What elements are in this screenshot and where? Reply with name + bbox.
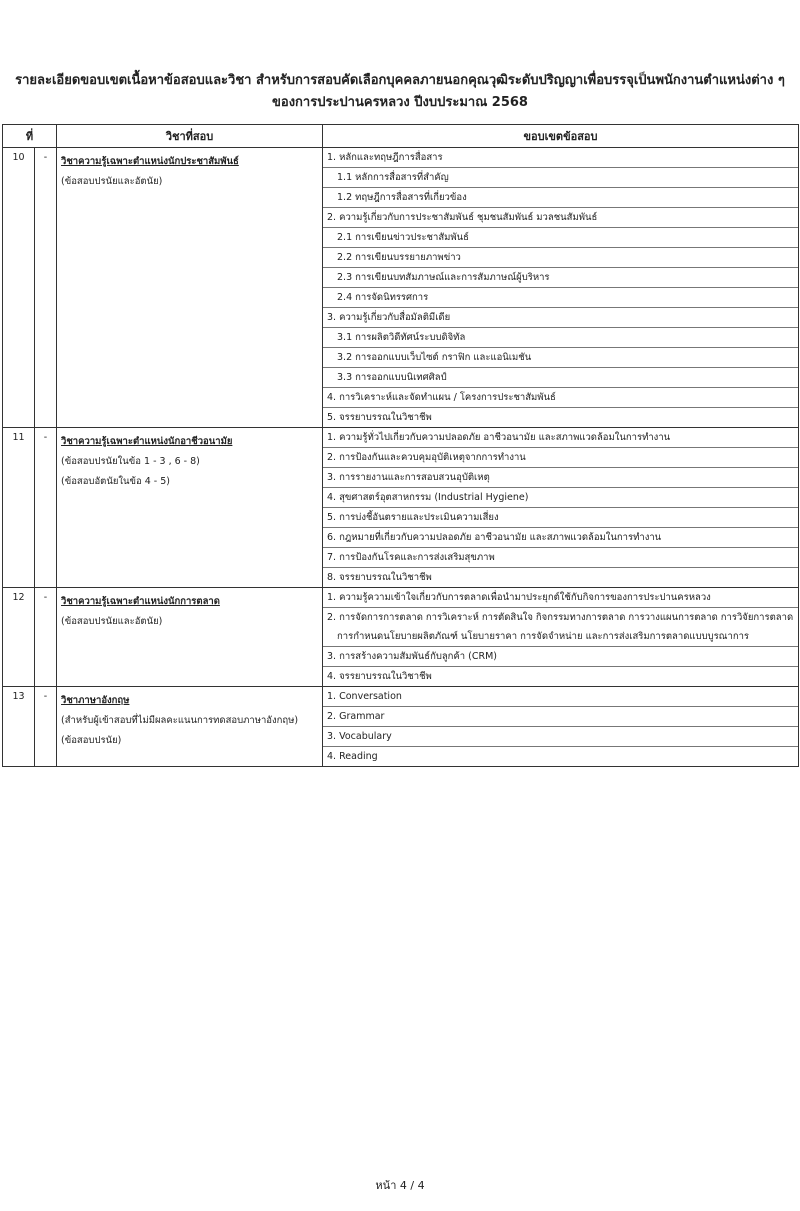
- scope-item: 2.4 การจัดนิทรรศการ: [323, 288, 798, 308]
- scope-item: 2.2 การเขียนบรรยายภาพข่าว: [323, 248, 798, 268]
- subject-name: วิชาความรู้เฉพาะตำแหน่งนักประชาสัมพันธ์: [61, 156, 239, 167]
- scope-cell: [323, 428, 799, 588]
- subject-cell: [57, 148, 323, 428]
- scope-item-continued: การกำหนดนโยบายผลิตภัณฑ์ นโยบายราคา การจัดจำหน่าย และการส่งเสริมการตลาดแบบบูรณาการ: [323, 627, 798, 647]
- table-row: [3, 687, 799, 767]
- row-number: 11: [3, 428, 35, 588]
- row-number: 12: [3, 588, 35, 687]
- subject-name: วิชาภาษาอังกฤษ: [61, 695, 130, 706]
- subject-name: วิชาความรู้เฉพาะตำแหน่งนักอาชีวอนามัย: [61, 436, 233, 447]
- subject-cell: [57, 428, 323, 588]
- scope-item: 2. Grammar: [323, 707, 798, 727]
- row-dash: -: [35, 148, 57, 428]
- row-dash: -: [35, 687, 57, 767]
- scope-cell: [323, 148, 799, 428]
- scope-item: 5. จรรยาบรรณในวิชาชีพ: [327, 412, 432, 423]
- row-number: 10: [3, 148, 35, 428]
- scope-item: 4. จรรยาบรรณในวิชาชีพ: [327, 671, 432, 682]
- scope-item: 4. สุขศาสตร์อุตสาหกรรม (Industrial Hygiene): [323, 488, 798, 508]
- scope-item: 1. ความรู้ความเข้าใจเกี่ยวกับการตลาดเพื่อนำมาประยุกต์ใช้กับกิจการของการประปานครหลวง: [323, 588, 798, 608]
- scope-item: 3. การสร้างความสัมพันธ์กับลูกค้า (CRM): [323, 647, 798, 667]
- row-dash: -: [35, 428, 57, 588]
- subject-name: วิชาความรู้เฉพาะตำแหน่งนักการตลาด: [61, 596, 220, 607]
- page-number: หน้า 4 / 4: [375, 1179, 425, 1192]
- scope-item: 3.1 การผลิตวิดีทัศน์ระบบดิจิทัล: [323, 328, 798, 348]
- scope-item: 4. การวิเคราะห์และจัดทำแผน / โครงการประชาสัมพันธ์: [323, 388, 798, 408]
- subject-note: (ข้อสอบปรนัย): [61, 735, 122, 746]
- title-line-1: รายละเอียดขอบเขตเนื้อหาข้อสอบและวิชา สำหรับการสอบคัดเลือกบุคคลภายนอกคุณวุฒิระดับปริญญาเพื่อบรรจุเป็นพนักงานตำแหน่งต่าง ๆ: [15, 73, 785, 88]
- scope-cell: [323, 588, 799, 687]
- scope-item: 3. Vocabulary: [323, 727, 798, 747]
- scope-item: 3.3 การออกแบบนิเทศศิลป์: [323, 368, 798, 388]
- table-row: [3, 428, 799, 588]
- header-scope: ขอบเขตข้อสอบ: [323, 125, 799, 148]
- scope-item: 2. ความรู้เกี่ยวกับการประชาสัมพันธ์ ชุมชนสัมพันธ์ มวลชนสัมพันธ์: [323, 208, 798, 228]
- scope-item: 1. หลักและทฤษฎีการสื่อสาร: [323, 148, 798, 168]
- scope-item: 3.2 การออกแบบเว็บไซต์ กราฟิก และแอนิเมชัน: [323, 348, 798, 368]
- subject-note: (ข้อสอบปรนัยและอัตนัย): [61, 176, 163, 187]
- scope-item: 2.3 การเขียนบทสัมภาษณ์และการสัมภาษณ์ผู้บริหาร: [323, 268, 798, 288]
- scope-item: 2. การป้องกันและควบคุมอุบัติเหตุจากการทำงาน: [323, 448, 798, 468]
- scope-item: 4. Reading: [327, 751, 378, 762]
- subject-note: (สำหรับผู้เข้าสอบที่ไม่มีผลคะแนนการทดสอบภาษาอังกฤษ): [61, 715, 299, 726]
- title-line-2: ของการประปานครหลวง ปีงบประมาณ 2568: [272, 95, 528, 110]
- scope-cell: [323, 687, 799, 767]
- scope-item: 7. การป้องกันโรคและการส่งเสริมสุขภาพ: [323, 548, 798, 568]
- subject-note: (ข้อสอบอัตนัยในข้อ 4 - 5): [61, 476, 171, 487]
- table-header-row: [3, 125, 799, 148]
- scope-item: 2. การจัดการการตลาด การวิเคราะห์ การตัดสินใจ กิจกรรมทางการตลาด การวางแผนการตลาด การวิจัยการตลาด: [327, 612, 794, 623]
- scope-item: 5. การบ่งชี้อันตรายและประเมินความเสี่ยง: [323, 508, 798, 528]
- scope-item: 6. กฎหมายที่เกี่ยวกับความปลอดภัย อาชีวอนามัย และสภาพแวดล้อมในการทำงาน: [323, 528, 798, 548]
- subject-cell: [57, 588, 323, 687]
- scope-item: 1. Conversation: [323, 687, 798, 707]
- document-title: [0, 70, 800, 114]
- header-subject: วิชาที่สอบ: [57, 125, 323, 148]
- subject-note: (ข้อสอบปรนัยในข้อ 1 - 3 , 6 - 8): [61, 456, 200, 467]
- scope-item: 3. การรายงานและการสอบสวนอุบัติเหตุ: [323, 468, 798, 488]
- table-row: [3, 588, 799, 687]
- scope-item: 2.1 การเขียนข่าวประชาสัมพันธ์: [323, 228, 798, 248]
- scope-item: 1. ความรู้ทั่วไปเกี่ยวกับความปลอดภัย อาชีวอนามัย และสภาพแวดล้อมในการทำงาน: [323, 428, 798, 448]
- scope-item: 1.2 ทฤษฎีการสื่อสารที่เกี่ยวข้อง: [323, 188, 798, 208]
- row-number: 13: [3, 687, 35, 767]
- scope-item: 1.1 หลักการสื่อสารที่สำคัญ: [323, 168, 798, 188]
- exam-scope-table: [2, 124, 799, 767]
- subject-cell: [57, 687, 323, 767]
- header-no: ที่: [3, 125, 57, 148]
- scope-item: 3. ความรู้เกี่ยวกับสื่อมัลติมีเดีย: [323, 308, 798, 328]
- table-row: [3, 148, 799, 428]
- subject-note: (ข้อสอบปรนัยและอัตนัย): [61, 616, 163, 627]
- row-dash: -: [35, 588, 57, 687]
- scope-item: 8. จรรยาบรรณในวิชาชีพ: [327, 572, 432, 583]
